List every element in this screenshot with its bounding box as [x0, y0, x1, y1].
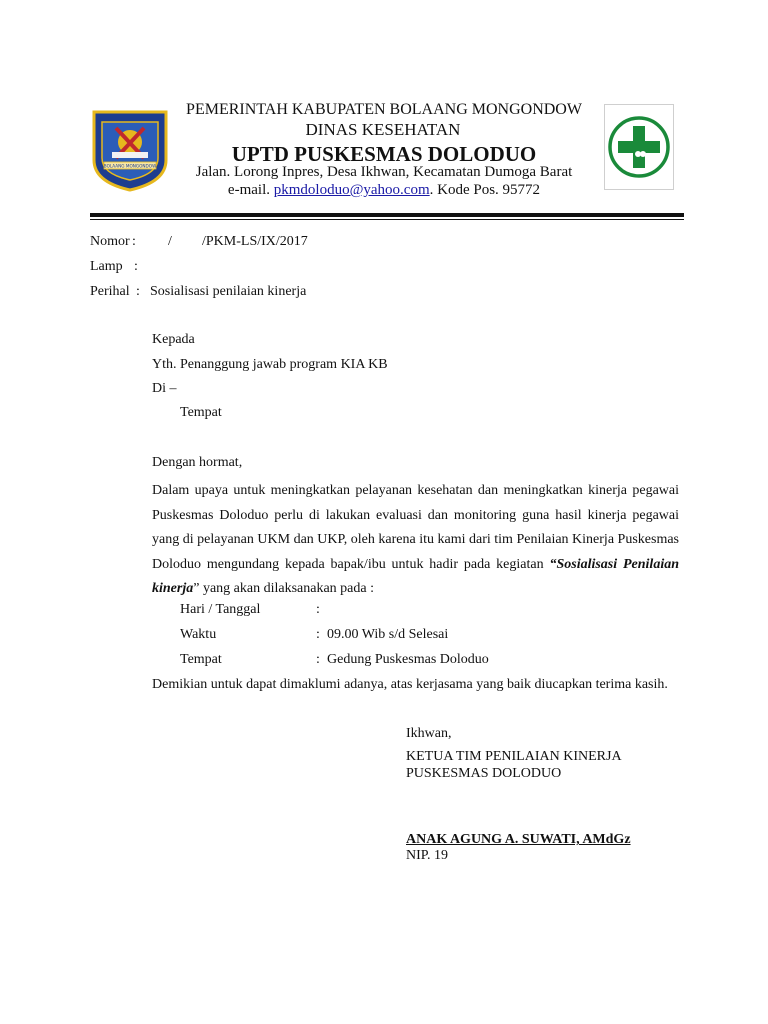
- detail-sep: :: [316, 652, 320, 667]
- body-paragraph-tail: ” yang akan dilaksanakan pada :: [193, 581, 374, 596]
- letterhead-rule-thick: [90, 213, 684, 217]
- lamp-row: [90, 259, 138, 275]
- regency-logo-text: BOLAANG MONGONDOW: [103, 163, 157, 169]
- detail-value: Gedung Puskesmas Doloduo: [327, 652, 489, 667]
- detail-label: Tempat: [180, 652, 222, 667]
- kop-line-institution: UPTD PUSKESMAS DOLODUO: [231, 142, 537, 166]
- detail-label: Waktu: [180, 627, 217, 642]
- postal-code: . Kode Pos. 95772: [429, 182, 541, 198]
- detail-row-time: [180, 627, 448, 643]
- detail-row-place: [180, 652, 489, 668]
- signature-place: Ikhwan,: [406, 726, 452, 741]
- closing-sentence: Demikian untuk dapat dimaklumi adanya, atas kerjasama yang baik diucapkan terima kasih.: [152, 677, 668, 692]
- nomor-sep: :: [132, 234, 136, 249]
- kop-line-government: PEMERINTAH KABUPATEN BOLAANG MONGONDOW: [186, 101, 582, 118]
- signatory-nip: NIP. 19: [406, 848, 449, 863]
- nomor-row: [90, 234, 308, 250]
- body-paragraph: [152, 479, 679, 602]
- perihal-row: [90, 284, 306, 300]
- perihal-label: Perihal: [90, 284, 130, 299]
- signature-title-2: PUSKESMAS DOLODUO: [406, 766, 562, 781]
- body-paragraph-text: Dalam upaya untuk meningkatkan pelayanan kesehatan dan meningkatkan kinerja pegawai Puskesmas Doloduo perlu di lakukan evaluasi dan monitoring guna hasil kinerja pegawai yang di pelayanan UKM dan UKP, oleh karena itu kami dari tim Penilaian Kinerja Puskesmas Doloduo mengundang kepada bapak/ibu untuk hadir pada kegiatan: [152, 483, 679, 572]
- email-prefix: e-mail.: [227, 182, 274, 198]
- kop-line-department: DINAS KESEHATAN: [305, 120, 461, 139]
- nomor-value: /PKM-LS/IX/2017: [202, 234, 308, 249]
- event-name: “Sosialisasi Penilaian kinerja: [152, 556, 679, 596]
- kop-address: Jalan. Lorong Inpres, Desa Ikhwan, Kecamatan Dumoga Barat: [195, 164, 573, 180]
- salutation: Dengan hormat,: [152, 455, 243, 470]
- tempat-line: Tempat: [180, 405, 222, 420]
- perihal-value: Sosialisasi penilaian kinerja: [150, 284, 307, 299]
- kop-email-line: [0, 182, 768, 199]
- recipient-line: Yth. Penanggung jawab program KIA KB: [152, 357, 388, 372]
- lamp-label: Lamp: [90, 259, 123, 274]
- kepada-label: Kepada: [152, 332, 195, 347]
- nomor-slash: /: [168, 234, 172, 249]
- signatory-name: ANAK AGUNG A. SUWATI, AMdGz: [406, 832, 631, 847]
- nomor-label: Nomor: [90, 234, 130, 249]
- detail-value: 09.00 Wib s/d Selesai: [327, 627, 449, 642]
- detail-row-date: [180, 602, 327, 618]
- detail-label: Hari / Tanggal: [180, 602, 261, 617]
- perihal-sep: :: [136, 284, 140, 299]
- detail-sep: :: [316, 627, 320, 642]
- signature-title-1: KETUA TIM PENILAIAN KINERJA: [406, 749, 622, 764]
- lamp-sep: :: [134, 259, 138, 274]
- letterhead-rule-thin: [90, 219, 684, 220]
- email-link[interactable]: pkmdoloduo@yahoo.com: [273, 182, 430, 198]
- di-line: Di –: [152, 381, 177, 396]
- detail-sep: :: [316, 602, 320, 617]
